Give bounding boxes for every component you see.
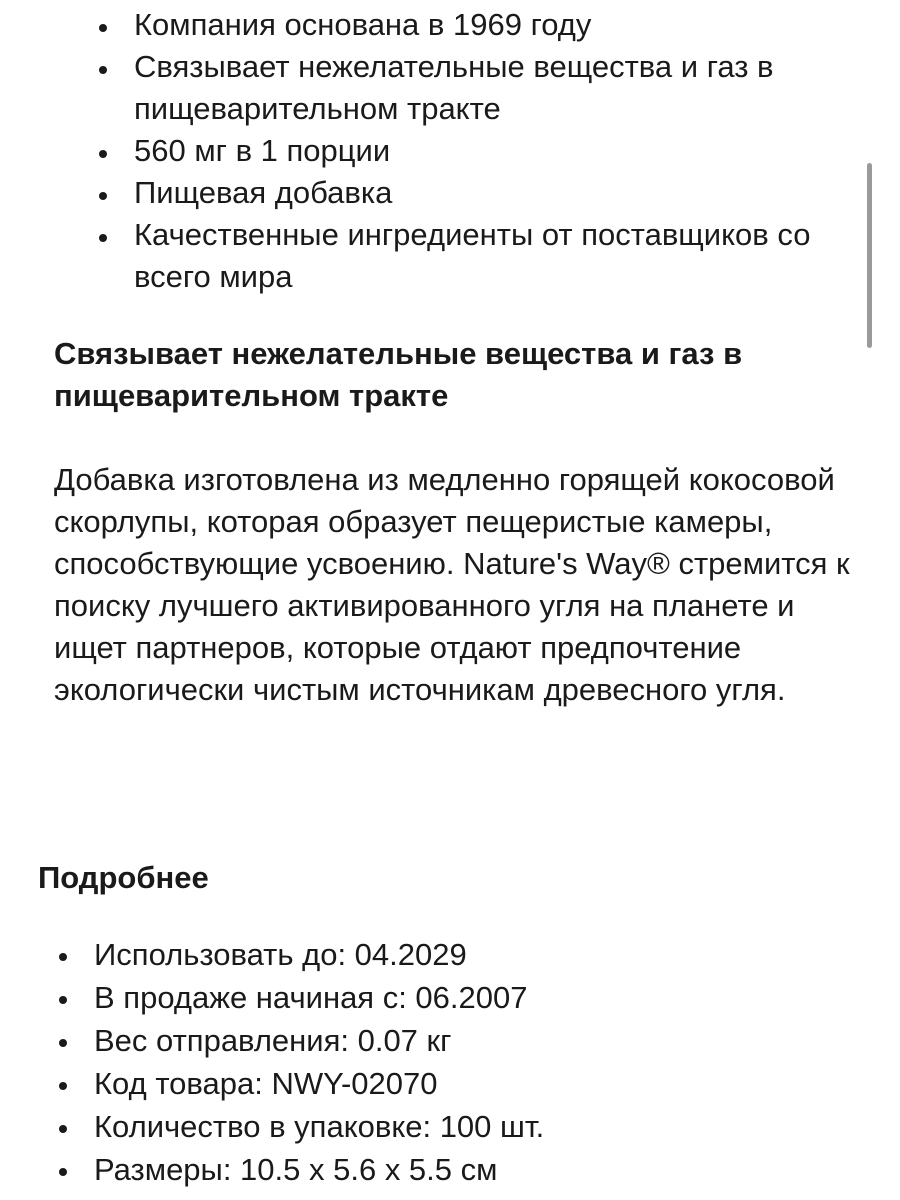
list-item: Пищевая добавка [94,172,854,214]
section-heading: Связывает нежелательные вещества и газ в пищеварительном тракте [54,336,743,413]
list-item: Использовать до: 04.2029 [54,933,854,976]
description-paragraph: Добавка изготовлена из медленно горящей кокосовой скорлупы, которая образует пещеристые камеры, способствующие усвоению. Nature's Way® стремится к поиску лучшего активированного угля на планете и ищет партнеров, которые отдают предпочтение экологически чистым источникам древесного угля. [54,462,850,707]
list-item: Код товара: NWY-02070 [54,1062,854,1105]
list-item: 560 мг в 1 порции [94,130,854,172]
vertical-scrollbar[interactable] [867,163,872,348]
list-item: Качественные ингредиенты от поставщиков со всего мира [94,214,854,298]
list-item: Вес отправления: 0.07 кг [54,1019,854,1062]
list-item: Размеры: 10.5 x 5.6 x 5.5 см [54,1148,854,1191]
features-list [94,4,854,298]
list-item: Количество в упаковке: 100 шт. [54,1105,854,1148]
list-item: В продаже начиная с: 06.2007 [54,976,854,1019]
details-list [54,933,854,1191]
list-item: Компания основана в 1969 году [94,4,854,46]
details-heading: Подробнее [38,860,209,895]
list-item: Связывает нежелательные вещества и газ в пищеварительном тракте [94,46,854,130]
